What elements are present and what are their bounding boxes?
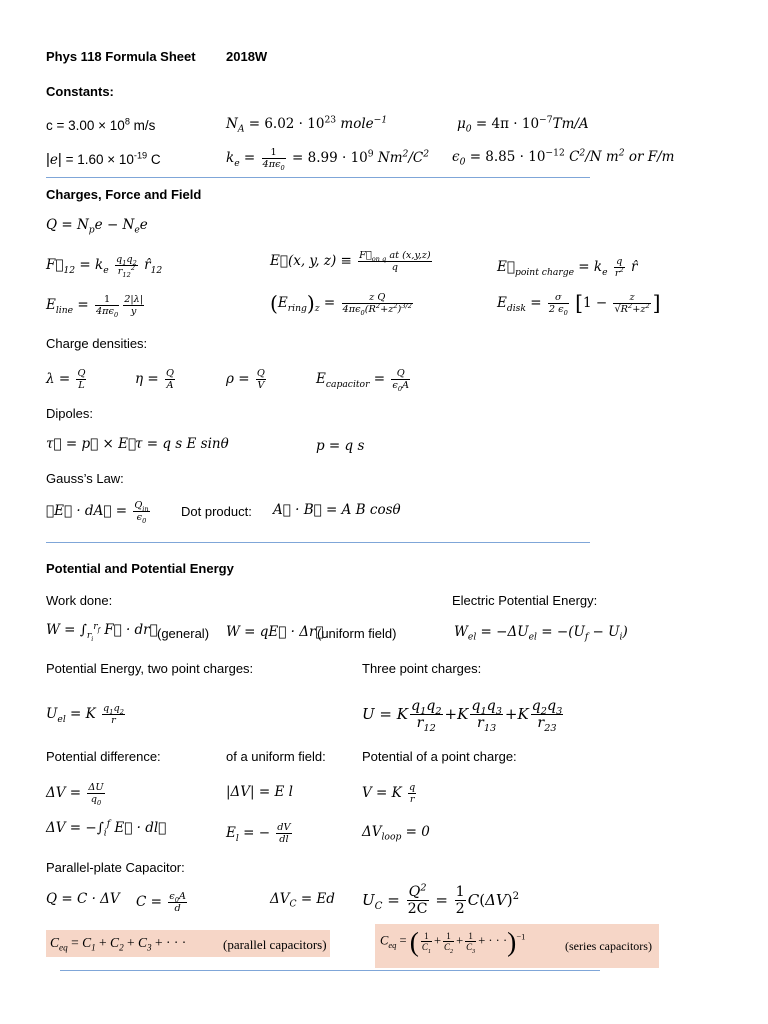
uniform-field-label: of a uniform field: bbox=[226, 749, 326, 764]
capacitor-voltage-formula: $\Delta V_C = Ed$ bbox=[270, 891, 335, 910]
capacitance-formula: C = $\frac{\epsilon_0A}{d}$ bbox=[136, 891, 186, 915]
volume-density-formula: ρ = $\frac{Q}{V}$ bbox=[226, 368, 265, 392]
torque-magnitude-formula: τ = q s E sinθ bbox=[135, 436, 229, 452]
section-potential: Potential and Potential Energy bbox=[46, 561, 234, 576]
disk-field-formula: $E_{disk}$ = $\frac{\sigma}{2 \epsilon_0}$ [1 − $\frac{z}{√R^2+z^2}$ ] bbox=[497, 291, 661, 318]
capacitor-field-formula: $E_{capacitor}$ = $\frac{Q}{\epsilon_0A}$ bbox=[316, 368, 410, 394]
linear-density-formula: λ = $\frac{Q}{L}$ bbox=[46, 368, 86, 392]
dipole-moment-formula: p = q s bbox=[316, 438, 365, 454]
epe-formula: $W_{el} = -\Delta U_{el} = -(U_f - U_i)$ bbox=[454, 624, 628, 643]
torque-vector-formula: τ⃗ = p⃗ × E⃗ bbox=[46, 436, 137, 452]
uniform-pot-formula: |ΔV| = E l bbox=[226, 784, 293, 800]
charge-densities-label: Charge densities: bbox=[46, 336, 148, 351]
dot-product-formula: A⃗ · B⃗ = A B cosθ bbox=[273, 502, 401, 518]
divider bbox=[46, 177, 590, 178]
pot-diff-formula: ΔV = $\frac{\Delta U}{q_0}$ bbox=[46, 782, 104, 808]
uniform-field-label: (uniform field) bbox=[317, 626, 397, 641]
loop-formula: $\Delta V_{loop} = 0$ bbox=[362, 824, 430, 843]
pot-integral-formula: $\Delta V = -\int_i^f$ E⃗ · dl⃗ bbox=[46, 818, 167, 839]
dipoles-label: Dipoles: bbox=[46, 406, 93, 421]
ring-field-formula: $(E_{ring})_z$ = $\frac{\text{z Q}}{4\pi\epsilon_0(R^2+z^2)^{3/2}}$ bbox=[270, 291, 412, 318]
series-capacitors-label: (series capacitors) bbox=[565, 939, 652, 953]
speed-of-light: $c = 3.00 \times 10^8$ m/s bbox=[46, 116, 156, 133]
ppc-label: Parallel-plate Capacitor: bbox=[46, 860, 185, 875]
field-definition-formula: E⃗(x, y, z) ≡ $\frac{F⃗_{on q} at (x,y,z)}{q}$ bbox=[270, 250, 431, 274]
epe-label: Electric Potential Energy: bbox=[452, 593, 598, 608]
parallel-capacitors-formula: $C_{eq} = C_1 + C_2 + C_3$ + · · · bbox=[50, 935, 187, 953]
avogadro-formula: $N_A = 6.02 \cdot 10^{23}$ mole$^{-1}$ bbox=[226, 114, 388, 135]
pot-diff-label: Potential difference: bbox=[46, 749, 161, 764]
section-charges: Charges, Force and Field bbox=[46, 187, 202, 202]
pe-three-charges-formula: U = K $\frac{q_1q_2}{r_{12}}$ +K $\frac{q_1q_3}{r_{13}}$ +K $\frac{q_2q_3}{r_{23}}$ bbox=[362, 698, 563, 735]
pe-two-charges-formula: $U_{el} = K$ $\frac{q_1q_2}{r}$ bbox=[46, 703, 124, 727]
mu0-formula: $\mu_0 = 4\pi \cdot 10^{-7}Tm/A$ bbox=[457, 114, 589, 135]
pe-two-charges-label: Potential Energy, two point charges: bbox=[46, 661, 254, 676]
gauss-label: Gauss’s Law: bbox=[46, 471, 124, 486]
gauss-law-formula: ∮E⃗ · dA⃗ = $\frac{Q_{in}}{\epsilon_0}$ bbox=[46, 500, 149, 526]
coulomb-force-formula: $F⃗_{12} = k_e$ $\frac{q_1q_2}{r_{12}^2}$ $r̂_{12}$ bbox=[46, 254, 163, 280]
divider bbox=[46, 542, 590, 543]
work-done-label: Work done: bbox=[46, 593, 113, 608]
pot-point-label: Potential of a point charge: bbox=[362, 749, 517, 764]
point-pot-formula: V = K $\frac{q}{r}$ bbox=[362, 782, 416, 806]
work-general-formula: $W = \int_{r_i}^{r_f}$ F⃗ · dr⃗ bbox=[46, 620, 158, 643]
divider bbox=[60, 970, 600, 971]
dot-product-label: Dot product: bbox=[181, 504, 252, 519]
point-charge-field-formula: $E⃗_{point charge} = k_e$ $\frac{q}{r^2}$ r̂ bbox=[497, 256, 638, 280]
sheet-term: 2018W bbox=[226, 49, 268, 64]
charge-capacitance-formula: Q = C · ΔV bbox=[46, 891, 120, 907]
surface-density-formula: η = $\frac{Q}{A}$ bbox=[135, 368, 174, 392]
capacitor-energy-formula: $U_C$ = $\frac{Q^2}{2C}$ = $\frac{1}{2}$ $C(\Delta V)^2$ bbox=[362, 882, 520, 918]
epsilon0-formula: $\epsilon_0 = 8.85 \cdot 10^{-12}$ $C^2/N$ $m^2$ or F/m bbox=[452, 147, 675, 168]
line-field-formula: $E_{line}$ = $\frac{1}{4\pi\epsilon_0}$ $\frac{2|\lambda|}{y}$ bbox=[46, 294, 144, 320]
general-label: (general) bbox=[157, 626, 210, 641]
series-capacitors-formula: $C_{eq}$ = ( $\frac{1}{C_1}$ + $\frac{1}{C_2}$ + $\frac{1}{C_3}$ + · · ·)$^{-1}$ bbox=[380, 926, 526, 957]
section-constants: Constants: bbox=[46, 84, 114, 99]
electron-charge: $|e| = 1.60 \times 10^{-19}$ C bbox=[46, 150, 161, 168]
parallel-capacitors-label: (parallel capacitors) bbox=[223, 937, 327, 952]
net-charge-formula: $Q = N_pe - N_ee$ bbox=[46, 217, 148, 236]
sheet-title: Phys 118 Formula Sheet bbox=[46, 49, 196, 64]
three-point-label: Three point charges: bbox=[362, 661, 482, 676]
work-uniform-formula: W = qE⃗ · Δr⃗ bbox=[226, 624, 324, 640]
field-gradient-formula: $E_l$ = − $\frac{dV}{dl}$ bbox=[226, 822, 291, 846]
ke-formula: $k_e$ = $\frac{1}{4\pi\epsilon_0}$ = $8.99 \cdot 10^9$ $Nm^2/C^2$ bbox=[226, 147, 430, 173]
